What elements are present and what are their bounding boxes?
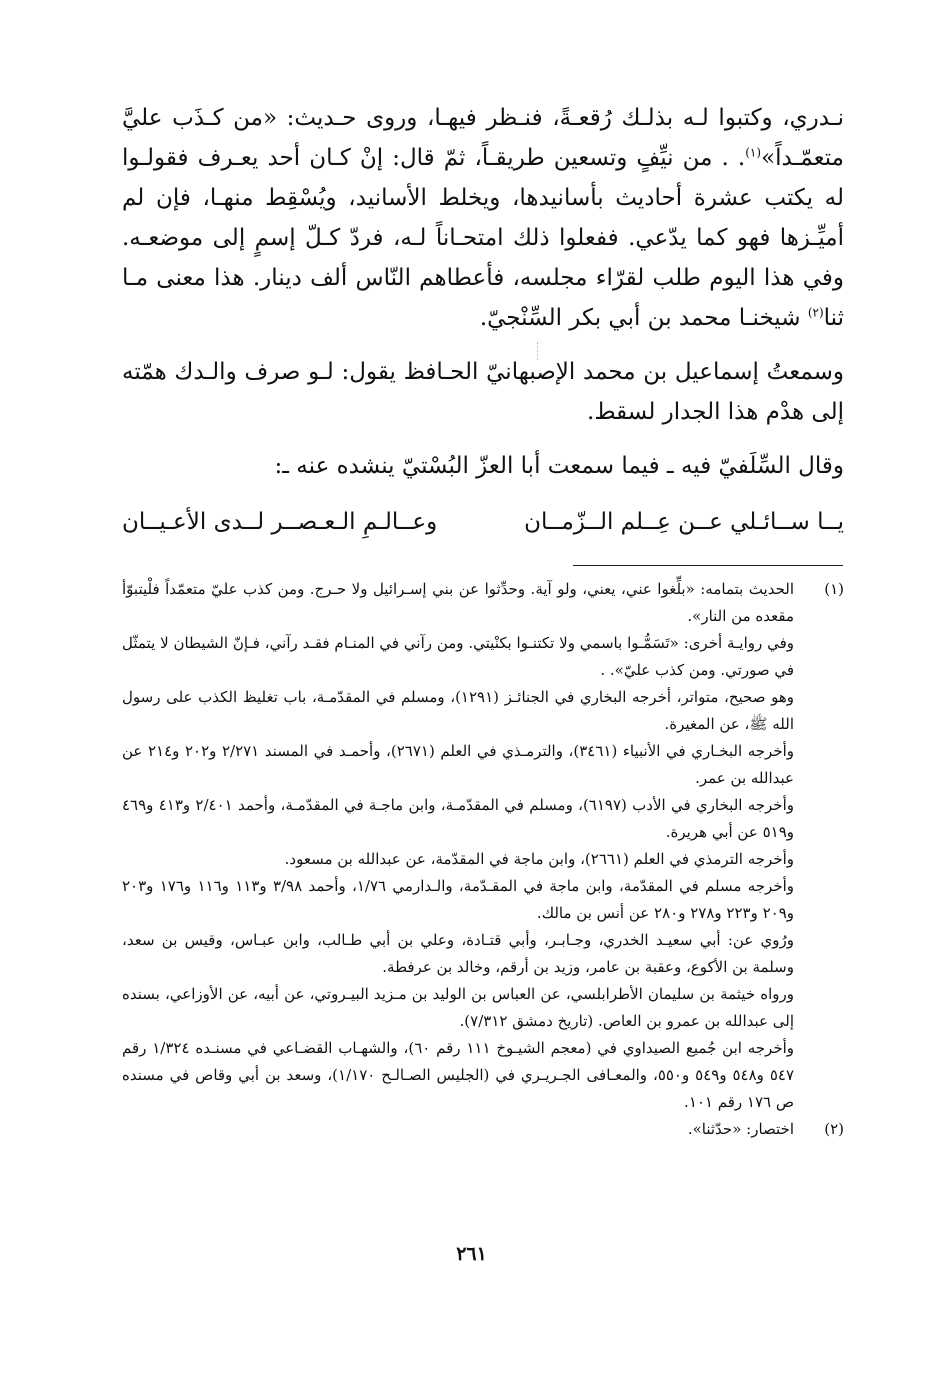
paragraph-3: وقال السِّلَفيّ فيه ـ فيما سمعت أبا العزّ البُسْتيّ ينشده عنه ـ: xyxy=(274,453,844,479)
page-number: ٢٦١ xyxy=(456,1243,487,1265)
footnotes xyxy=(122,576,844,1143)
footnote-1-number: (١) xyxy=(824,580,844,598)
footnote-paragraph: وأخرجه الترمذي في العلم (٢٦٦١)، وابن ماجة في المقدّمة، عن عبدالله بن مسعود. xyxy=(284,850,794,868)
footnote-paragraph: وأخرجه ابن جُميع الصيداوي في (معجم الشيـوخ ١١١ رقم ٦٠)، والشهـاب القضـاعي في مسنـده ١/٣٢٤ رقم ٥٤٧ و٥٤٨ و٥٤٩ و٥٥٠، والمعـافى الجـريـري في (الجليس الصـالـح ١/١٧٠)، وسعد بن أبي وقاص في مسنده ص ١٧٦ رقم ١٠١. xyxy=(122,1039,795,1111)
paragraph-1-before: نـدري، وكتبوا لـه بذلـك رُقعـةً، فنـظر فيهـا، وروى حـديث: «من كـذَب عليَّ متعمّـداً» xyxy=(122,105,844,171)
footnote-paragraph: وأخرجه البخاري في الأدب (٦١٩٧)، ومسلم في المقدّمـة، وابن ماجـة في المقدّمـة، وأحمد ٢/٤٠١ و٤١٣ و٤٦٩ و٥١٩ عن أبي هريرة. xyxy=(122,796,794,841)
footnote-ref-1[interactable]: (١) xyxy=(745,145,762,160)
footnote-paragraph: وأخرجه مسلم في المقدّمة، وابن ماجة في المقـدّمة، والـدارمي ١/٧٦، وأحمد ٣/٩٨ و١١٣ و١١٦ و١٧٦ و٢٠٣ و٢٠٩ و٢٢٣ و٢٧٨ و٢٨٠ عن أنس بن مالك. xyxy=(122,877,795,922)
footnote-2 xyxy=(122,1116,844,1143)
verse-first-hemistich: يــا ســائـلي عــن عِــلم الــزّمــان xyxy=(524,509,844,535)
footnote-paragraph: الحديث بتمامه: «بلِّغوا عني، يعني، ولو آية. وحدِّثوا عن بني إسـرائيل ولا حـرج. ومن كذب عليّ متعمّداً فلْيتبوّأ مقعده من النار». xyxy=(122,580,794,625)
footnote-paragraph: وأخرجه البخـاري في الأنبياء (٣٤٦١)، والترمـذي في العلم (٢٦٧١)، وأحمـد في المسند ٢/٢٧١ و٢٠٢ و٢١٤ عن عبدالله بن عمر. xyxy=(122,742,795,787)
footnote-paragraph: ورُوي عن: أبي سعيـد الخدري، وجـابـر، وأبي قتـادة، وعلي بن أبي طـالب، وابن عبـاس، وقيس بن سعد، وسلمة بن الأكوع، وعقبة بن عامر، وزيد بن أرقم، وخالد بن عرفطة. xyxy=(122,931,794,976)
footnote-2-body: اختصار: «حدّثنا». xyxy=(687,1120,794,1138)
footnote-paragraph: وفي روايـة أخرى: «تَسَمُّـوا باسمي ولا تكتنـوا بكنْيتي. ومن رآني في المنـام فقـد رآني، فـإنّ الشيطان لا يتمثّل في صورتي. ومن كذب عليّ». . xyxy=(122,634,794,679)
footnote-paragraph: وهو صحيح، متواتر، أخرجه البخاري في الجنائـز (١٢٩١)، ومسلم في المقدّمـة، باب تغليظ الكذب على رسول الله ﷺ، عن المغيرة. xyxy=(122,688,794,733)
main-text xyxy=(122,98,844,486)
stray-mark xyxy=(537,342,542,360)
footnote-separator xyxy=(573,565,843,566)
footnote-1-body xyxy=(122,576,794,1116)
footnote-ref-2[interactable]: (٢) xyxy=(807,305,824,320)
paragraph-1-end: شيخنـا محمد بن أبي بكر السِّنْجيّ. xyxy=(479,305,808,331)
footnote-1 xyxy=(122,576,844,1116)
footnote-paragraph: ورواه خيثمة بن سليمان الأطرابلسي، عن العباس بن الوليد بن مـزيد البيـروتي، عن أبيه، عن الأوزاعي، بسنده إلى عبدالله بن عمرو بن العاص. (تاريخ دمشق ٧/٣١٢). xyxy=(122,985,794,1030)
poem-verse xyxy=(122,502,844,542)
paragraph-2: وسمعتُ إسماعيل بن محمد الإصبهانيّ الحـافظ يقول: لـو صرف والـدك همّته إلى هدْم هذا الجدار لسقط. xyxy=(122,359,844,425)
footnote-2-number: (٢) xyxy=(824,1120,844,1138)
paragraph-1 xyxy=(122,98,844,338)
verse-second-hemistich: وعــالـمِ الـعـصــر لــدى الأعـيــان xyxy=(122,509,438,535)
paragraph-1-after: . . من نيِّفٍ وتسعين طريقـاً، ثمّ قال: إنْ كـان أحد يعـرف فقولـوا له يكتب عشرة أحاديث بأسانيدها، ويخلط الأسانيد، ويُسْقِط منهـا، فإن لم أميِّـزها فهو كما يدّعي. ففعلوا ذلك امتحـاناً لـه، فردّ كـلّ إسمٍ إلى موضعـه. وفي هذا اليوم طلب لقرّاء مجلسه، فأعطاهم النّاس ألف دينار. هذا معنى مـا ثنا xyxy=(122,145,844,331)
